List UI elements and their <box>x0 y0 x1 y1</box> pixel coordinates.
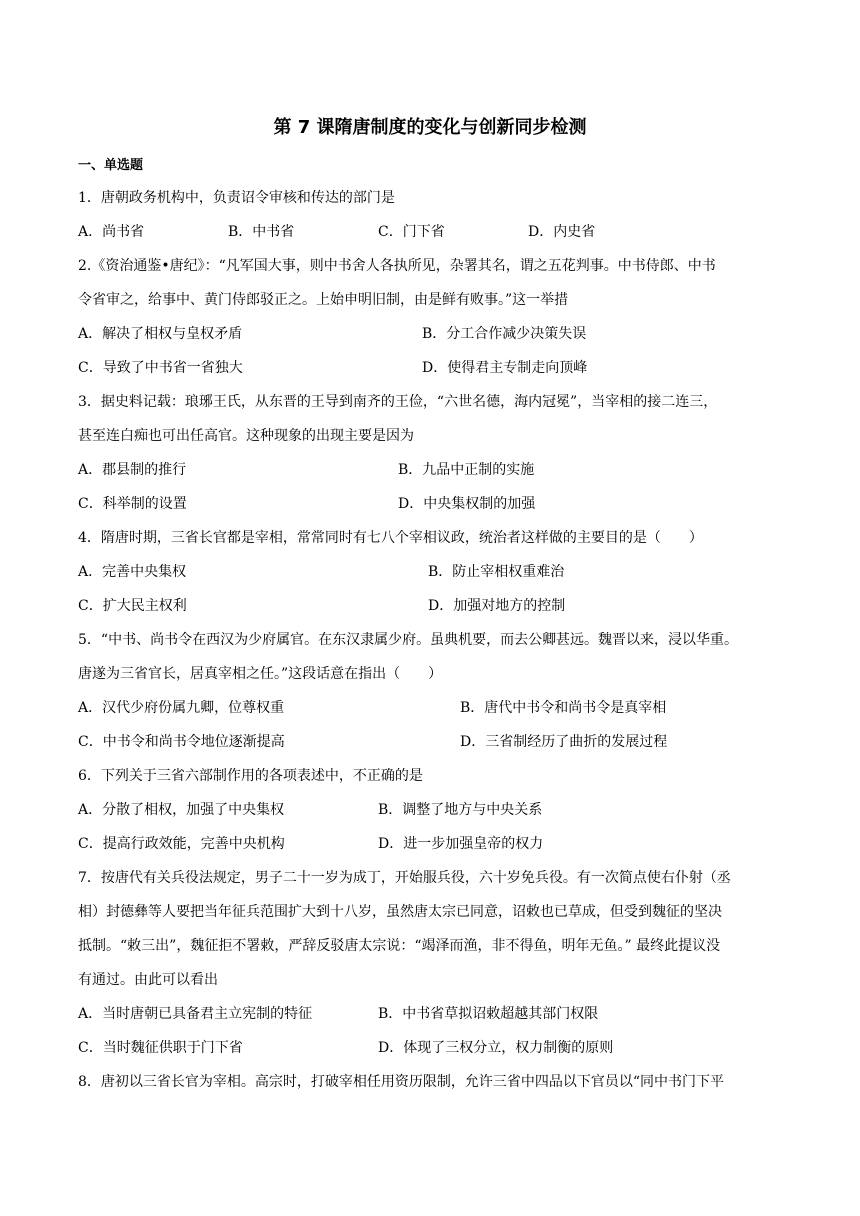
question-1-stem: 1．唐朝政务机构中，负责诏令审核和传达的部门是 <box>78 190 395 206</box>
question-3-option-a: A．郡县制的推行 <box>78 462 187 478</box>
question-4-option-a: A．完善中央集权 <box>78 564 187 580</box>
question-2-option-b: B．分工合作减少决策失误 <box>422 326 587 342</box>
question-7-stem-line-1: 7．按唐代有关兵役法规定，男子二十一岁为成丁，开始服兵役，六十岁免兵役。有一次简点使右仆射（丞 <box>78 870 731 886</box>
question-2-option-d: D．使得君主专制走向顶峰 <box>422 360 588 376</box>
document-title: 第 7 课隋唐制度的变化与创新同步检测 <box>273 117 587 138</box>
question-6-option-a: A．分散了相权，加强了中央集权 <box>78 802 285 818</box>
question-4-option-c: C．扩大民主权利 <box>78 598 187 614</box>
question-3-stem-line-1: 3．据史料记载：琅琊王氏，从东晋的王导到南齐的王俭，“六世名德，海内冠冕”，当宰相的接二连三， <box>78 394 718 410</box>
question-2-stem-line-1: 2.《资治通鉴•唐纪》：“凡军国大事，则中书舍人各执所见，杂署其名，谓之五花判事。中书侍郎、中书 <box>78 258 716 274</box>
question-4-option-d: D．加强对地方的控制 <box>428 598 566 614</box>
question-1-option-d: D．内史省 <box>528 224 596 240</box>
section-heading: 一、单选题 <box>78 158 144 173</box>
question-5-option-c: C．中书令和尚书令地位逐渐提高 <box>78 734 285 750</box>
question-2-stem-line-2: 令省审之，给事中、黄门侍郎驳正之。上始申明旧制，由是鲜有败事。”这一举措 <box>78 292 569 308</box>
question-4-stem: 4．隋唐时期，三省长官都是宰相，常常同时有七八个宰相议政，统治者这样做的主要目的是（ ） <box>78 530 703 546</box>
question-7-option-a: A．当时唐朝已具备君主立宪制的特征 <box>78 1006 313 1022</box>
question-6-option-b: B．调整了地方与中央关系 <box>378 802 543 818</box>
question-7-stem-line-2: 相）封德彝等人要把当年征兵范围扩大到十八岁，虽然唐太宗已同意，诏敕也已草成，但受到魏征的坚决 <box>78 904 722 920</box>
question-7-stem-line-4: 有通过。由此可以看出 <box>78 972 218 988</box>
question-5-option-d: D．三省制经历了曲折的发展过程 <box>460 734 668 750</box>
question-3-option-b: B．九品中正制的实施 <box>398 462 535 478</box>
question-2-option-c: C．导致了中书省一省独大 <box>78 360 243 376</box>
question-5-option-b: B．唐代中书令和尚书令是真宰相 <box>460 700 667 716</box>
question-8-stem-line-1: 8．唐初以三省长官为宰相。高宗时，打破宰相任用资历限制，允许三省中四品以下官员以“同中书门下平 <box>78 1074 725 1090</box>
question-6-stem: 6．下列关于三省六部制作用的各项表述中，不正确的是 <box>78 768 423 784</box>
question-4-option-b: B．防止宰相权重难治 <box>428 564 565 580</box>
question-5-stem-line-2: 唐遂为三省官长，居真宰相之任。”这段话意在指出（ ） <box>78 666 443 682</box>
question-1-option-c: C．门下省 <box>378 224 445 240</box>
question-1-option-a: A．尚书省 <box>78 224 145 240</box>
question-1-option-b: B．中书省 <box>228 224 295 240</box>
question-3-stem-line-2: 甚至连白痴也可出任高官。这种现象的出现主要是因为 <box>78 428 414 444</box>
question-7-option-b: B．中书省草拟诏敕超越其部门权限 <box>378 1006 599 1022</box>
question-6-option-d: D．进一步加强皇帝的权力 <box>378 836 544 852</box>
question-7-option-d: D．体现了三权分立，权力制衡的原则 <box>378 1040 614 1056</box>
question-2-option-a: A．解决了相权与皇权矛盾 <box>78 326 243 342</box>
question-7-stem-line-3: 抵制。“敕三出”，魏征拒不署敕，严辞反驳唐太宗说：“竭泽而渔，非不得鱼，明年无鱼。” 最终此提议没 <box>78 938 721 954</box>
question-3-option-d: D．中央集权制的加强 <box>398 496 536 512</box>
question-5-option-a: A．汉代少府份属九卿，位尊权重 <box>78 700 285 716</box>
question-5-stem-line-1: 5．“中书、尚书令在西汉为少府属官。在东汉隶属少府。虽典机要，而去公卿甚远。魏晋以来，浸以华重。 <box>78 632 739 648</box>
question-6-option-c: C．提高行政效能，完善中央机构 <box>78 836 285 852</box>
question-7-option-c: C．当时魏征供职于门下省 <box>78 1040 243 1056</box>
question-3-option-c: C．科举制的设置 <box>78 496 187 512</box>
